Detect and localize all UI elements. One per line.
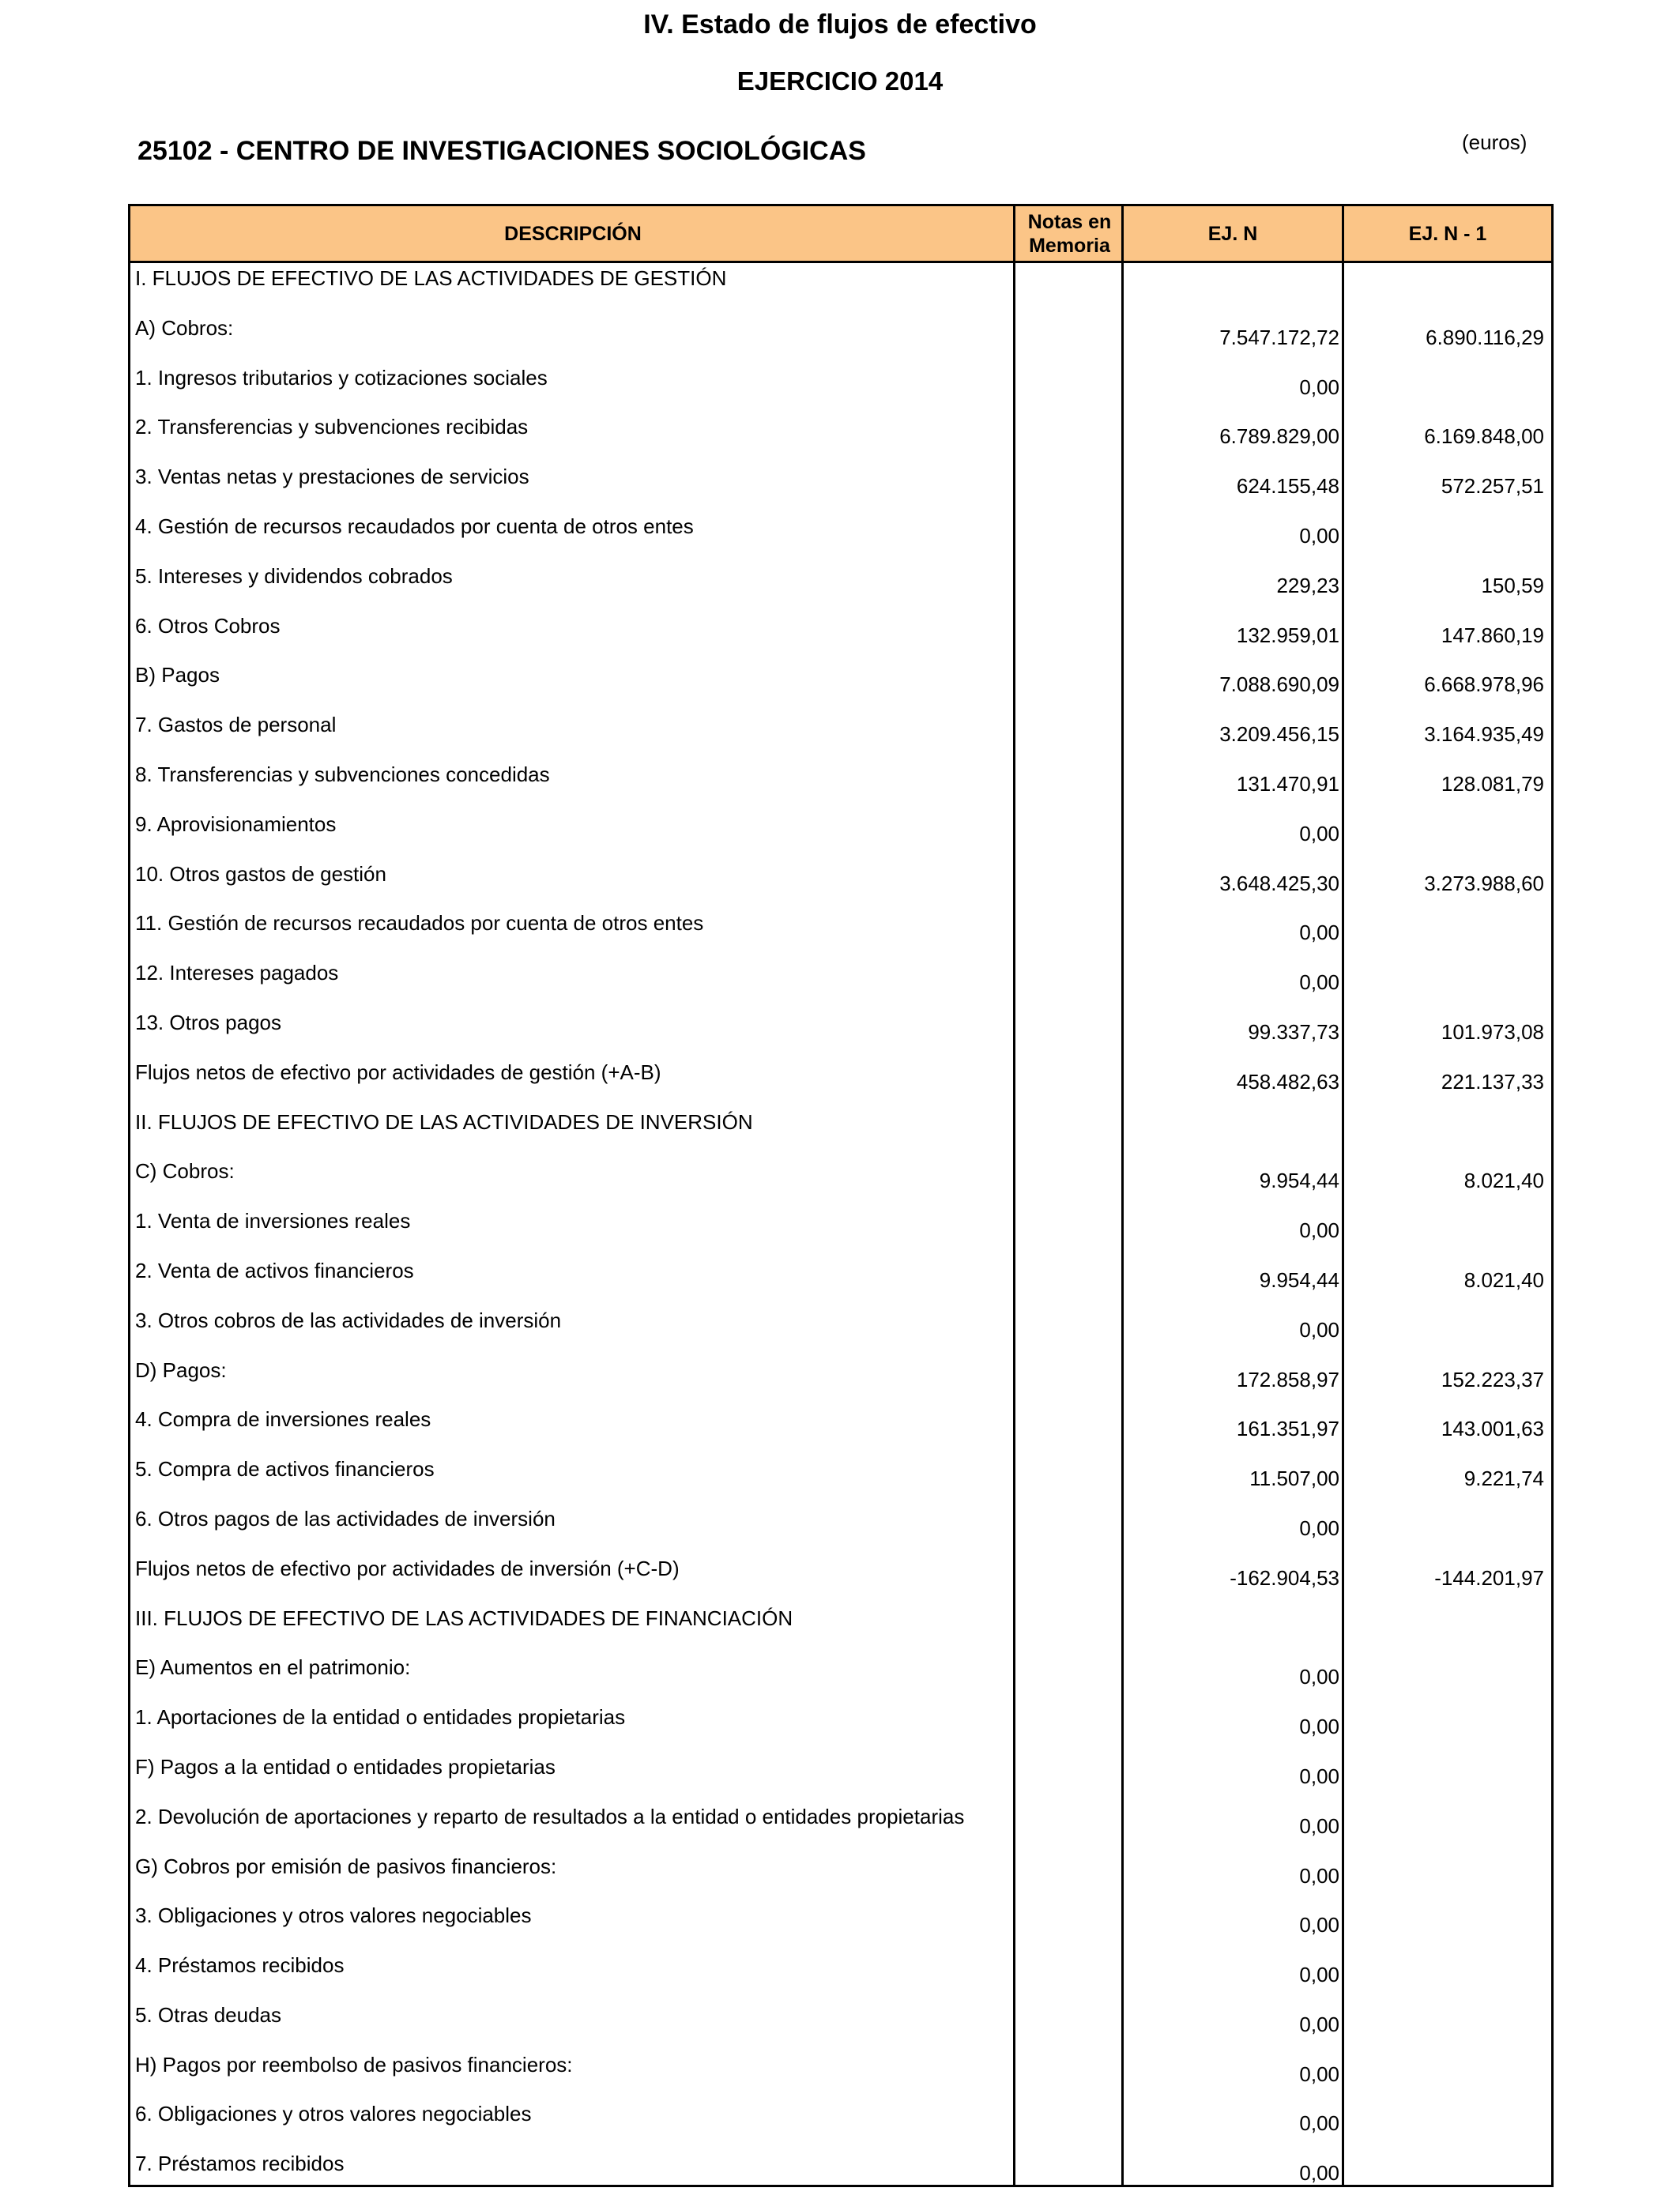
exercise-year: EJERCICIO 2014	[736, 66, 944, 96]
table-row	[130, 611, 1551, 661]
row-value-ej-n1: 152.223,37	[1441, 1367, 1544, 1391]
row-description: III. FLUJOS DE EFECTIVO DE LAS ACTIVIDADES DE FINANCIACIÓN	[135, 1606, 793, 1630]
column-header-description: DESCRIPCIÓN	[504, 222, 642, 245]
row-value-ej-n: 0,00	[1299, 970, 1339, 995]
row-value-ej-n: 0,00	[1299, 1715, 1339, 1739]
table-row	[130, 958, 1551, 1007]
row-value-ej-n: 0,00	[1299, 1863, 1339, 1888]
table-row	[130, 1504, 1551, 1553]
table-row	[130, 1702, 1551, 1752]
table-row	[130, 511, 1551, 561]
row-value-ej-n: 0,00	[1299, 1218, 1339, 1243]
row-value-ej-n: 0,00	[1299, 1963, 1339, 1987]
row-value-ej-n: 0,00	[1299, 2111, 1339, 2136]
table-row	[130, 2148, 1551, 2198]
entity-name: 25102 - CENTRO DE INVESTIGACIONES SOCIOLÓGICAS	[137, 136, 866, 166]
row-value-ej-n: 0,00	[1299, 2012, 1339, 2036]
row-value-ej-n: 0,00	[1299, 1764, 1339, 1788]
table-row	[130, 1652, 1551, 1702]
row-value-ej-n: 0,00	[1299, 821, 1339, 845]
row-description: F) Pagos a la entidad o entidades propietarias	[135, 1754, 556, 1779]
row-value-ej-n: 172.858,97	[1236, 1367, 1339, 1391]
row-value-ej-n1: 572.257,51	[1441, 474, 1544, 499]
row-value-ej-n: 7.088.690,09	[1219, 672, 1339, 697]
row-description: 7. Gastos de personal	[135, 713, 337, 737]
table-row	[130, 1603, 1551, 1653]
row-description: 2. Venta de activos financieros	[135, 1258, 414, 1282]
row-value-ej-n: 0,00	[1299, 1516, 1339, 1540]
row-value-ej-n1: 150,59	[1481, 573, 1544, 597]
row-value-ej-n: 0,00	[1299, 1665, 1339, 1689]
table-row	[130, 1057, 1551, 1107]
row-description: I. FLUJOS DE EFECTIVO DE LAS ACTIVIDADES DE GESTIÓN	[135, 266, 727, 290]
table-row	[130, 1900, 1551, 1950]
row-description: Flujos netos de efectivo por actividades de inversión (+C-D)	[135, 1556, 680, 1580]
row-value-ej-n: 3.209.456,15	[1219, 722, 1339, 747]
table-row	[130, 313, 1551, 363]
row-description: E) Aumentos en el patrimonio:	[135, 1655, 411, 1680]
column-header-ej-n1: EJ. N - 1	[1408, 222, 1487, 245]
table-row	[130, 2000, 1551, 2050]
row-description: 6. Otros pagos de las actividades de inversión	[135, 1506, 556, 1531]
row-description: 3. Otros cobros de las actividades de inversión	[135, 1308, 562, 1332]
row-value-ej-n: -162.904,53	[1230, 1565, 1339, 1590]
row-description: Flujos netos de efectivo por actividades de gestión (+A-B)	[135, 1060, 661, 1084]
table-row	[130, 1007, 1551, 1057]
row-value-ej-n1: 6.890.116,29	[1426, 325, 1544, 349]
row-value-ej-n: 161.351,97	[1236, 1417, 1339, 1441]
table-row	[130, 1404, 1551, 1454]
row-value-ej-n: 0,00	[1299, 523, 1339, 548]
row-description: 4. Gestión de recursos recaudados por cuenta de otros entes	[135, 514, 694, 538]
table-row	[130, 363, 1551, 412]
table-row	[130, 561, 1551, 611]
table-header	[130, 206, 1551, 263]
row-description: 6. Obligaciones y otros valores negociables	[135, 2102, 532, 2126]
row-value-ej-n1: -144.201,97	[1434, 1565, 1544, 1590]
table-row	[130, 263, 1551, 313]
column-header-notes: Notas en Memoria	[1027, 210, 1112, 257]
row-description: 1. Venta de inversiones reales	[135, 1209, 411, 1233]
row-value-ej-n1: 3.164.935,49	[1424, 722, 1544, 747]
row-value-ej-n1: 6.668.978,96	[1424, 672, 1544, 697]
table-row	[130, 2050, 1551, 2099]
row-description: 9. Aprovisionamientos	[135, 811, 337, 836]
table-row	[130, 809, 1551, 859]
row-value-ej-n1: 9.221,74	[1463, 1467, 1544, 1491]
row-value-ej-n1: 147.860,19	[1441, 623, 1544, 647]
row-value-ej-n: 7.547.172,72	[1219, 325, 1339, 349]
table-row	[130, 1107, 1551, 1157]
table-row	[130, 1802, 1551, 1851]
row-value-ej-n: 0,00	[1299, 375, 1339, 399]
row-description: 3. Obligaciones y otros valores negociables	[135, 1903, 532, 1928]
table-row	[130, 859, 1551, 909]
row-description: D) Pagos:	[135, 1357, 227, 1382]
row-value-ej-n: 0,00	[1299, 1317, 1339, 1342]
table-row	[130, 759, 1551, 809]
row-value-ej-n: 458.482,63	[1236, 1069, 1339, 1094]
units-label: (euros)	[1462, 130, 1527, 154]
row-value-ej-n: 0,00	[1299, 2062, 1339, 2086]
row-description: 1. Ingresos tributarios y cotizaciones sociales	[135, 365, 548, 390]
table-row	[130, 1950, 1551, 2000]
row-description: 13. Otros pagos	[135, 1010, 281, 1034]
row-value-ej-n: 0,00	[1299, 1813, 1339, 1838]
table-row	[130, 1256, 1551, 1305]
row-value-ej-n: 9.954,44	[1259, 1267, 1339, 1292]
row-description: H) Pagos por reembolso de pasivos financieros:	[135, 2052, 573, 2077]
row-description: 5. Otras deudas	[135, 2002, 281, 2027]
row-value-ej-n1: 8.021,40	[1463, 1267, 1544, 1292]
row-description: B) Pagos	[135, 663, 220, 687]
row-description: 5. Compra de activos financieros	[135, 1457, 435, 1482]
row-description: 2. Devolución de aportaciones y reparto de resultados a la entidad o entidades propietarias	[135, 1804, 965, 1828]
row-description: 4. Préstamos recibidos	[135, 1953, 345, 1978]
cash-flow-table	[128, 204, 1554, 2187]
row-description: II. FLUJOS DE EFECTIVO DE LAS ACTIVIDADES DE INVERSIÓN	[135, 1109, 753, 1134]
table-row	[130, 1156, 1551, 1206]
row-description: A) Cobros:	[135, 315, 234, 340]
table-row	[130, 1851, 1551, 1901]
row-description: C) Cobros:	[135, 1159, 235, 1184]
table-row	[130, 412, 1551, 461]
table-body	[130, 263, 1551, 2198]
row-value-ej-n1: 101.973,08	[1441, 1019, 1544, 1044]
table-row	[130, 1752, 1551, 1802]
row-value-ej-n: 0,00	[1299, 2161, 1339, 2186]
row-value-ej-n1: 3.273.988,60	[1424, 871, 1544, 895]
row-value-ej-n1: 8.021,40	[1463, 1169, 1544, 1193]
row-value-ej-n: 11.507,00	[1249, 1467, 1339, 1491]
row-value-ej-n1: 128.081,79	[1441, 771, 1544, 796]
table-row	[130, 660, 1551, 710]
row-value-ej-n: 9.954,44	[1259, 1169, 1339, 1193]
row-description: 10. Otros gastos de gestión	[135, 861, 386, 886]
row-value-ej-n: 229,23	[1276, 573, 1339, 597]
table-row	[130, 1305, 1551, 1355]
row-description: 2. Transferencias y subvenciones recibidas	[135, 415, 529, 439]
row-value-ej-n: 0,00	[1299, 1913, 1339, 1937]
row-description: 5. Intereses y dividendos cobrados	[135, 563, 453, 588]
row-description: 4. Compra de inversiones reales	[135, 1407, 431, 1432]
row-description: 7. Préstamos recibidos	[135, 2152, 345, 2176]
row-value-ej-n: 132.959,01	[1236, 623, 1339, 647]
row-value-ej-n: 131.470,91	[1236, 771, 1339, 796]
row-description: 8. Transferencias y subvenciones concedidas	[135, 762, 550, 786]
row-value-ej-n1: 221.137,33	[1441, 1069, 1544, 1094]
row-description: G) Cobros por emisión de pasivos financieros:	[135, 1854, 557, 1878]
row-description: 6. Otros Cobros	[135, 613, 281, 638]
table-row	[130, 461, 1551, 511]
row-value-ej-n: 0,00	[1299, 921, 1339, 945]
row-value-ej-n1: 143.001,63	[1441, 1417, 1544, 1441]
row-value-ej-n: 6.789.829,00	[1219, 424, 1339, 449]
table-row	[130, 1553, 1551, 1603]
row-description: 12. Intereses pagados	[135, 961, 339, 985]
row-value-ej-n: 624.155,48	[1236, 474, 1339, 499]
table-row	[130, 1206, 1551, 1256]
row-value-ej-n: 3.648.425,30	[1219, 871, 1339, 895]
row-value-ej-n: 99.337,73	[1248, 1019, 1339, 1044]
row-description: 11. Gestión de recursos recaudados por cuenta de otros entes	[135, 911, 704, 936]
row-description: 3. Ventas netas y prestaciones de servicios	[135, 465, 529, 489]
table-row	[130, 1355, 1551, 1405]
row-description: 1. Aportaciones de la entidad o entidades propietarias	[135, 1705, 626, 1730]
page-title: IV. Estado de flujos de efectivo	[643, 9, 1037, 40]
column-header-ej-n: EJ. N	[1207, 222, 1258, 245]
row-value-ej-n1: 6.169.848,00	[1424, 424, 1544, 449]
table-row	[130, 908, 1551, 958]
table-row	[130, 2099, 1551, 2148]
table-row	[130, 1454, 1551, 1504]
table-row	[130, 710, 1551, 759]
